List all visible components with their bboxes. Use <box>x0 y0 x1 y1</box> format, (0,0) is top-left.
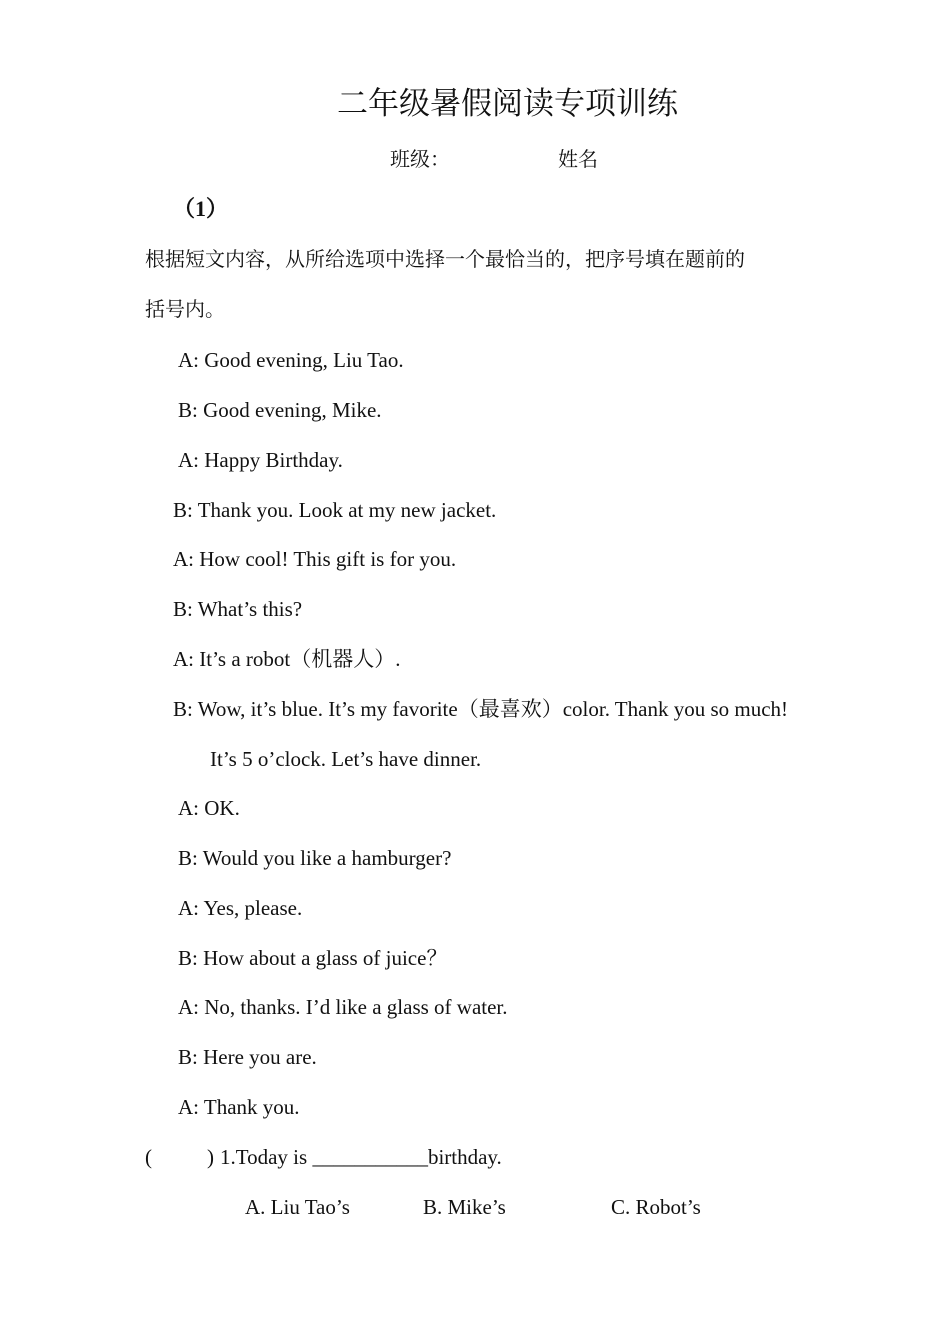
dialogue-line: B: What’s this? <box>173 597 303 621</box>
dialogue-line: A: OK. <box>178 796 240 820</box>
dialogue-line: B: How about a glass of juice？ <box>178 946 448 970</box>
dialogue-line: A: No, thanks. I’d like a glass of water. <box>178 995 508 1019</box>
question-text: 1.Today is ___________birthday. <box>220 1145 502 1169</box>
dialogue-line: It’s 5 o’clock. Let’s have dinner. <box>210 747 482 771</box>
dialogue-line: A: Good evening, Liu Tao. <box>178 348 404 372</box>
dialogue-line: A: How cool! This gift is for you. <box>173 547 457 571</box>
dialogue-line: A: It’s a robot（机器人）. <box>173 647 401 671</box>
dialogue-line: A: Thank you. <box>178 1095 300 1119</box>
instruction-line-1: 根据短文内容，从所给选项中选择一个最恰当的，把序号填在题前的 <box>145 249 745 271</box>
dialogue-line: B: Would you like a hamburger? <box>178 846 452 870</box>
option-c: C. Robot’s <box>611 1195 701 1219</box>
section-number: （1） <box>173 196 229 221</box>
name-label: 姓名 <box>558 149 598 171</box>
option-b: B. Mike’s <box>423 1195 506 1219</box>
dialogue-line: B: Wow, it’s blue. It’s my favorite（最喜欢）color. Thank you so much! <box>173 697 789 721</box>
dialogue-line: A: Yes, please. <box>178 896 303 920</box>
option-a: A. Liu Tao’s <box>245 1195 350 1219</box>
page-title: 二年级暑假阅读专项训练 <box>337 86 678 121</box>
answer-bracket-close: ) <box>207 1145 214 1169</box>
instruction-line-2: 括号内。 <box>145 299 225 321</box>
class-label: 班级： <box>390 149 450 171</box>
answer-bracket-open: ( <box>145 1145 152 1169</box>
dialogue-line: B: Here you are. <box>178 1045 317 1069</box>
dialogue-line: B: Good evening, Mike. <box>178 398 382 422</box>
dialogue-line: A: Happy Birthday. <box>178 448 343 472</box>
dialogue-line: B: Thank you. Look at my new jacket. <box>173 498 497 522</box>
